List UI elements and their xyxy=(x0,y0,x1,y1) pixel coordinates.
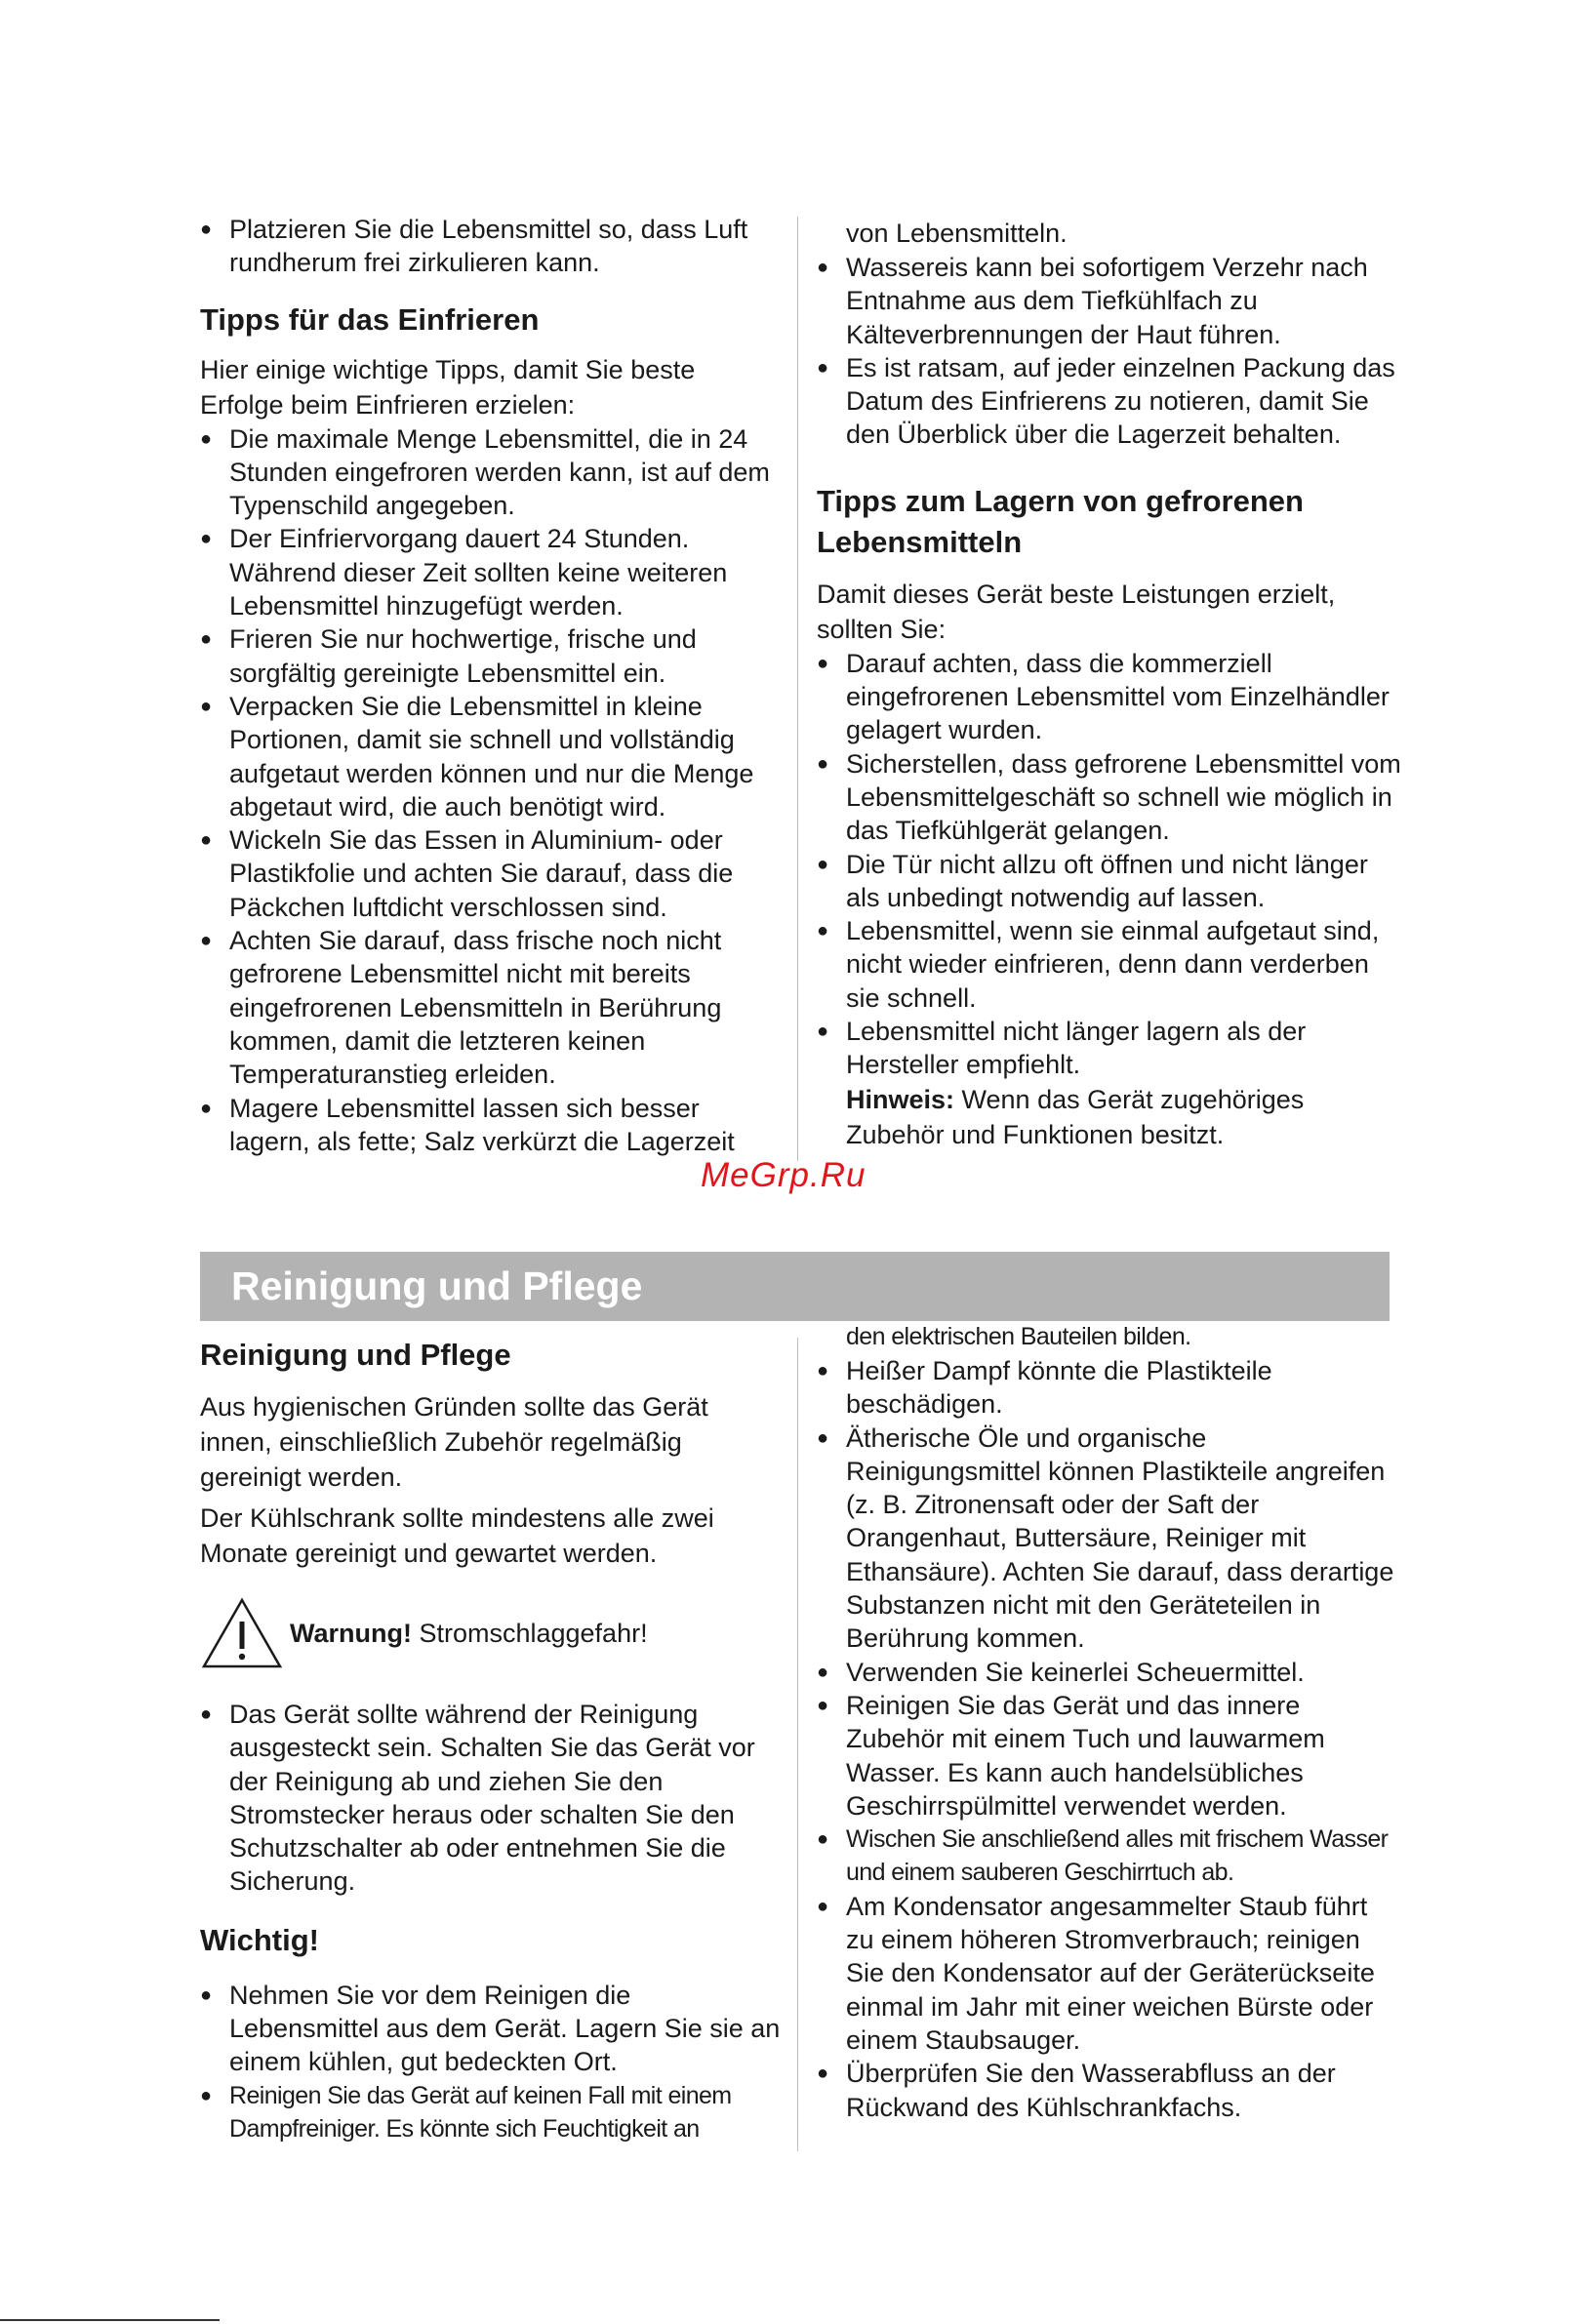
list-item: ● Wassereis kann bei sofortigem Verzehr nach Entnahme aus dem Tiefkühlfach zu Kälteverbrennungen der Haut führen. xyxy=(817,251,1402,351)
cleaning-right-column xyxy=(817,1319,1402,2124)
freezing-tips-heading: Tipps für das Einfrieren xyxy=(200,301,540,337)
warning-icon xyxy=(200,1596,284,1670)
storage-tips-heading: Tipps zum Lagern von gefrorenen Lebensmitteln xyxy=(817,483,1304,559)
list-item: ● Achten Sie darauf, dass frische noch nicht gefrorene Lebensmittel nicht mit bereits eingefrorenen Lebensmitteln in Berührung kommen, damit die letzteren keinen Temperaturanstieg erleiden. xyxy=(200,924,786,1091)
list-item: ● Die maximale Menge Lebensmittel, die in 24 Stunden eingefroren werden kann, ist auf dem Typenschild angegeben. xyxy=(200,422,786,523)
list-item: ● Der Einfriervorgang dauert 24 Stunden. Während dieser Zeit sollten keine weiteren Lebensmittel hinzugefügt werden. xyxy=(200,522,786,622)
list-item: ● Lebensmittel nicht länger lagern als der Hersteller empfiehlt. xyxy=(817,1015,1402,1082)
list-item: ● Frieren Sie nur hochwertige, frische und sorgfältig gereinigte Lebensmittel ein. xyxy=(200,622,786,690)
list-item: ● Verpacken Sie die Lebensmittel in kleine Portionen, damit sie schnell und vollständig aufgetaut werden können und nur die Menge abgetaut wird, die auch benötigt wird. xyxy=(200,690,786,823)
continuation-text: von Lebensmitteln. xyxy=(846,219,1068,248)
freezing-tips-intro: Hier einige wichtige Tipps, damit Sie beste Erfolge beim Einfrieren erzielen: xyxy=(200,354,696,420)
freezing-tips-column xyxy=(200,213,786,1158)
list-item: ● Lebensmittel, wenn sie einmal aufgetaut sind, nicht wieder einfrieren, denn dann verderben sie schnell. xyxy=(817,914,1402,1015)
list-item: ● Das Gerät sollte während der Reinigung ausgesteckt sein. Schalten Sie das Gerät vor der Reinigung ab und ziehen Sie den Stromstecker heraus oder schalten Sie den Schutzschalter ab oder entnehmen Sie die Sicherung. xyxy=(200,1698,786,1899)
list-item: ● Heißer Dampf könnte die Plastikteile beschädigen. xyxy=(817,1354,1402,1422)
footer-rule xyxy=(0,2319,220,2321)
list-item: ● Magere Lebensmittel lassen sich besser lagern, als fette; Salz verkürzt die Lagerzeit xyxy=(200,1092,786,1159)
warning-row xyxy=(200,1596,786,1670)
section-banner xyxy=(200,1252,1390,1321)
list-item: ● Überprüfen Sie den Wasserabfluss an der Rückwand des Kühlschrankfachs. xyxy=(817,2057,1402,2124)
column-divider-bottom xyxy=(797,1338,798,2151)
note-text: Wenn das Gerät zugehöriges Zubehör und Funktionen besitzt. xyxy=(846,1084,1305,1149)
cleaning-heading: Reinigung und Pflege xyxy=(200,1338,511,1372)
warning-message: Stromschlaggefahr! xyxy=(411,1619,648,1648)
list-item: ● Die Tür nicht allzu oft öffnen und nicht länger als unbedingt notwendig auf lassen. xyxy=(817,848,1402,915)
note xyxy=(817,1082,1402,1152)
list-item: ● Darauf achten, dass die kommerziell eingefrorenen Lebensmittel vom Einzelhändler gelagert wurden. xyxy=(817,647,1402,747)
list-item: ● Nehmen Sie vor dem Reinigen die Lebensmittel aus dem Gerät. Lagern Sie sie an einem kühlen, gut bedeckten Ort. xyxy=(200,1979,786,2079)
list-item: ● Platzieren Sie die Lebensmittel so, dass Luft rundherum frei zirkulieren kann. xyxy=(200,213,786,280)
list-item: ● Verwenden Sie keinerlei Scheuermittel. xyxy=(817,1656,1402,1689)
warning-label: Warnung! xyxy=(290,1619,412,1648)
list-item: ● Reinigen Sie das Gerät und das innere Zubehör mit einem Tuch und lauwarmem Wasser. Es kann auch handelsübliches Geschirrspülmittel verwendet werden. xyxy=(817,1689,1402,1823)
cleaning-para-1: Aus hygienischen Gründen sollte das Gerät innen, einschließlich Zubehör regelmäßig gereinigt werden. xyxy=(200,1392,708,1492)
list-item: ● Wischen Sie anschließend alles mit frischem Wasser und einem sauberen Geschirrtuch ab. xyxy=(817,1823,1402,1890)
watermark: MeGrp.Ru xyxy=(701,1156,867,1194)
storage-tips-column xyxy=(817,216,1402,1152)
continuation-text: den elektrischen Bauteilen bilden. xyxy=(846,1323,1191,1350)
cleaning-para-2: Der Kühlschrank sollte mindestens alle zwei Monate gereinigt und gewartet werden. xyxy=(200,1503,714,1568)
note-label: Hinweis: xyxy=(846,1084,955,1114)
storage-tips-intro: Damit dieses Gerät beste Leistungen erzielt, sollten Sie: xyxy=(817,579,1336,644)
section-banner-title: Reinigung und Pflege xyxy=(231,1263,643,1308)
list-item: ● Am Kondensator angesammelter Staub führt zu einem höheren Stromverbrauch; reinigen Sie den Kondensator auf der Geräterückseite einmal im Jahr mit einer weichen Bürste oder einem Staubsauger. xyxy=(817,1890,1402,2057)
list-item: ● Es ist ratsam, auf jeder einzelnen Packung das Datum des Einfrierens zu notieren, damit Sie den Überblick über die Lagerzeit behalten. xyxy=(817,351,1402,452)
freezing-tips-list xyxy=(200,422,786,1159)
cleaning-left-column xyxy=(200,1335,786,2145)
list-item: ● Ätherische Öle und organische Reinigungsmittel können Plastikteile angreifen (z. B. Zitronensaft oder der Saft der Orangenhaut, Buttersäure, Reiniger mit Ethansäure). Achten Sie darauf, dass derartige Substanzen nicht mit den Geräteteilen in Berührung kommen. xyxy=(817,1422,1402,1656)
warning-text xyxy=(290,1616,648,1651)
important-heading: Wichtig! xyxy=(200,1922,319,1957)
column-divider-top xyxy=(797,217,798,1161)
list-item: ● Wickeln Sie das Essen in Aluminium- oder Plastikfolie und achten Sie darauf, dass die Päckchen luftdicht verschlossen sind. xyxy=(200,823,786,924)
list-item: ● Sicherstellen, dass gefrorene Lebensmittel vom Lebensmittelgeschäft so schnell wie möglich in das Tiefkühlgerät gelangen. xyxy=(817,747,1402,848)
storage-tips-list xyxy=(817,647,1402,1082)
list-item: ● Reinigen Sie das Gerät auf keinen Fall mit einem Dampfreiniger. Es könnte sich Feuchtigkeit an xyxy=(200,2079,786,2146)
